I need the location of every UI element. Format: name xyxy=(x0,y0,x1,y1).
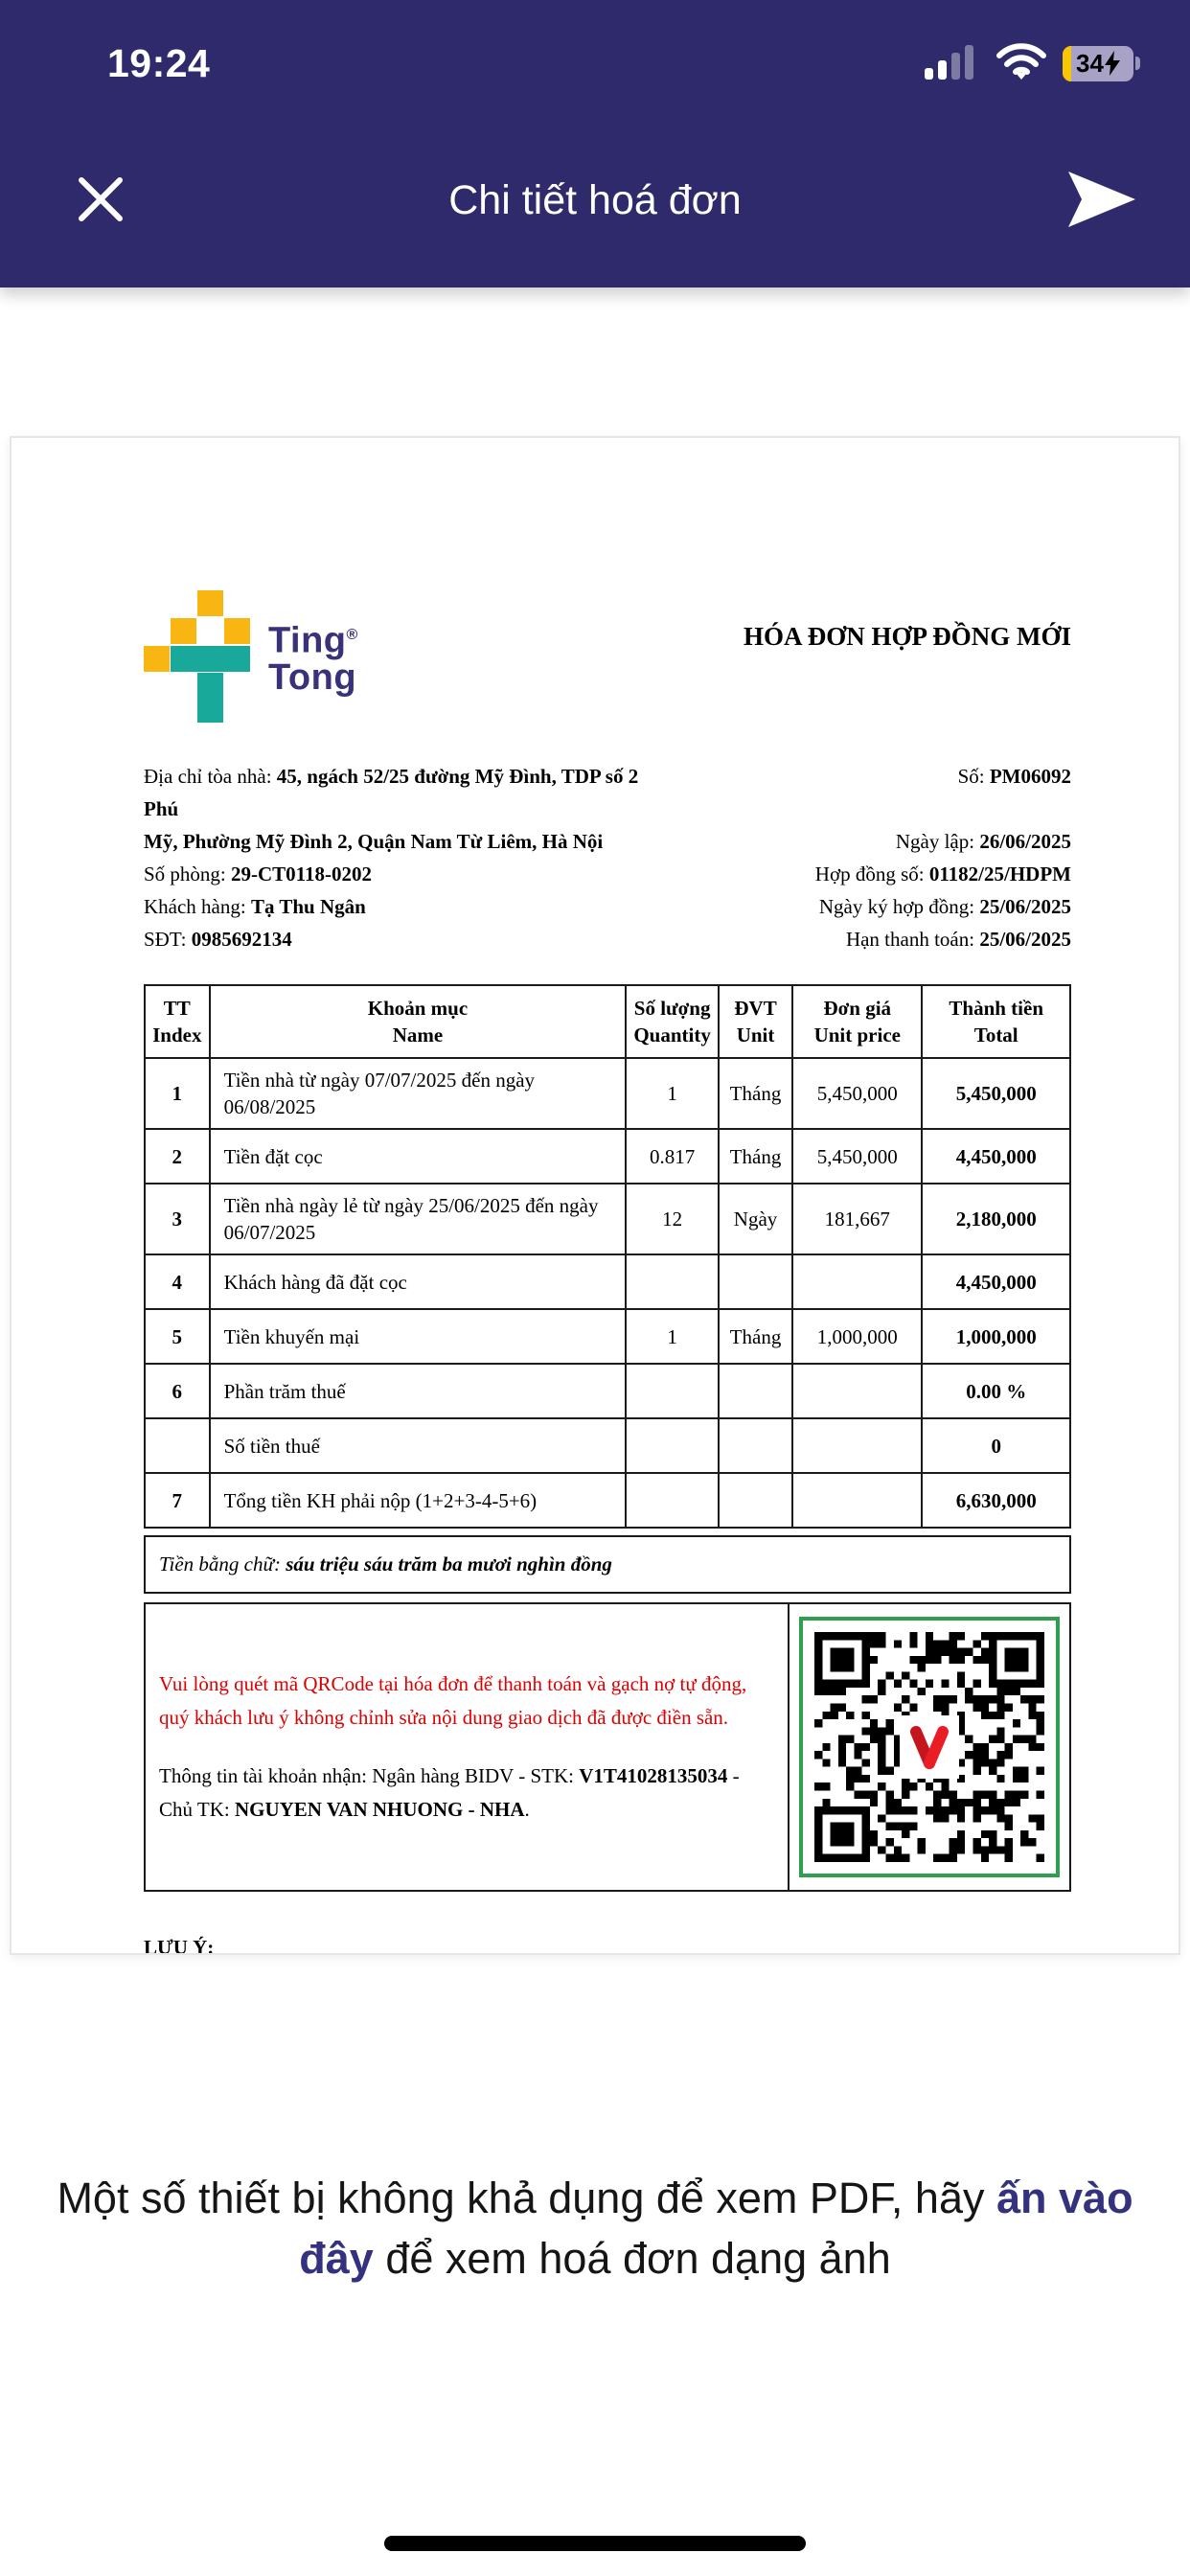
cell-price xyxy=(792,1364,922,1418)
cell-unit: Tháng xyxy=(719,1129,792,1184)
text-run: Một số thiết bị không khả dụng để xem PDF, hãy xyxy=(57,2174,996,2222)
signal-icon xyxy=(925,43,980,84)
vietqr-v-icon xyxy=(900,1715,959,1779)
home-indicator[interactable] xyxy=(384,2536,806,2551)
cell-name: Khách hàng đã đặt cọc xyxy=(210,1254,627,1309)
cell-total: 6,630,000 xyxy=(922,1473,1070,1528)
close-icon xyxy=(76,174,126,227)
text-run: Tạ Thu Ngân xyxy=(250,895,366,918)
cell-total: 4,450,000 xyxy=(922,1129,1070,1184)
text-run: để xem hoá đơn dạng ảnh xyxy=(373,2234,891,2283)
cell-total: 2,180,000 xyxy=(922,1184,1070,1254)
cell-idx: 7 xyxy=(145,1473,210,1528)
amount-in-words-value: sáu triệu sáu trăm ba mươi nghìn đồng xyxy=(286,1552,612,1576)
page-title: Chi tiết hoá đơn xyxy=(448,176,742,223)
text-run: Khách hàng: xyxy=(144,895,251,918)
view-image-link[interactable]: ấn vào đây xyxy=(299,2174,1133,2283)
text-run: Hạn thanh toán: xyxy=(845,928,980,951)
invoice-title: HÓA ĐƠN HỢP ĐỒNG MỚI xyxy=(743,622,1071,651)
table-row xyxy=(145,1473,1070,1528)
qr-instructions xyxy=(146,1604,790,1890)
cell-qty xyxy=(626,1473,719,1528)
cell-unit xyxy=(719,1254,792,1309)
text-run: . xyxy=(524,1798,530,1821)
table-row xyxy=(145,1418,1070,1473)
cell-qty xyxy=(626,1254,719,1309)
text-run: 45, ngách 52/25 đường Mỹ Đình, TDP số 2 Phú xyxy=(144,765,639,820)
info-row xyxy=(144,760,1071,825)
cell-qty: 12 xyxy=(626,1184,719,1254)
battery-icon xyxy=(1063,46,1140,81)
cell-unit: Tháng xyxy=(719,1309,792,1364)
text-run: 26/06/2025 xyxy=(979,830,1071,853)
cell-total: 0.00 % xyxy=(922,1364,1070,1418)
table-row xyxy=(145,1058,1070,1129)
text-run: V1T41028135034 xyxy=(579,1764,728,1787)
invoice-table xyxy=(144,984,1071,1529)
cell-name: Số tiền thuế xyxy=(210,1418,627,1473)
info-row xyxy=(144,825,1071,858)
cell-price: 1,000,000 xyxy=(792,1309,922,1364)
tingtong-wordmark: Ting® Tong xyxy=(268,620,358,698)
send-button[interactable] xyxy=(1064,167,1140,234)
column-header: ĐVT Unit xyxy=(719,985,792,1058)
cell-name: Tiền nhà ngày lẻ từ ngày 25/06/2025 đến ngày 06/07/2025 xyxy=(210,1184,627,1254)
text-run: Mỹ, Phường Mỹ Đình 2, Quận Nam Từ Liêm, Hà Nội xyxy=(144,830,604,853)
cell-idx: 5 xyxy=(145,1309,210,1364)
cell-unit: Tháng xyxy=(719,1058,792,1129)
cell-total: 5,450,000 xyxy=(922,1058,1070,1129)
amount-in-words-label: Tiền bằng chữ: xyxy=(159,1552,286,1576)
cell-price xyxy=(792,1254,922,1309)
cell-name: Phần trăm thuế xyxy=(210,1364,627,1418)
column-header: Khoản mục Name xyxy=(210,985,627,1058)
battery-cap xyxy=(1135,57,1140,70)
text-run: NGUYEN VAN NHUONG - NHA xyxy=(234,1798,525,1821)
cell-qty xyxy=(626,1418,719,1473)
cell-total: 4,450,000 xyxy=(922,1254,1070,1309)
column-header: Thành tiền Total xyxy=(922,985,1070,1058)
cell-qty xyxy=(626,1364,719,1418)
info-row xyxy=(144,890,1071,923)
charging-bolt-icon xyxy=(1105,51,1120,76)
text-run: Hợp đồng số: xyxy=(814,862,929,886)
wifi-icon xyxy=(995,42,1047,85)
cell-qty: 1 xyxy=(626,1058,719,1129)
send-icon xyxy=(1066,170,1137,232)
tingtong-logo xyxy=(144,589,358,724)
cell-name: Tiền khuyến mại xyxy=(210,1309,627,1364)
text-run: Số: xyxy=(957,765,990,788)
table-row xyxy=(145,1254,1070,1309)
amount-in-words xyxy=(144,1535,1071,1594)
qr-section xyxy=(144,1602,1071,1892)
cell-name: Tiền đặt cọc xyxy=(210,1129,627,1184)
tingtong-logo-mark xyxy=(144,590,251,723)
text-run: 01182/25/HDPM xyxy=(928,862,1071,886)
cell-name: Tiền nhà từ ngày 07/07/2025 đến ngày 06/08/2025 xyxy=(210,1058,627,1129)
cell-idx: 1 xyxy=(145,1058,210,1129)
header xyxy=(0,0,1190,288)
cell-idx: 4 xyxy=(145,1254,210,1309)
cell-total: 0 xyxy=(922,1418,1070,1473)
text-run: SĐT: xyxy=(144,928,192,951)
table-row xyxy=(145,1309,1070,1364)
status-bar xyxy=(0,0,1190,113)
notes-section xyxy=(144,1932,1071,1955)
cell-total: 1,000,000 xyxy=(922,1309,1070,1364)
column-header: Số lượng Quantity xyxy=(626,985,719,1058)
pdf-fallback-note xyxy=(0,2168,1190,2288)
text-run: Địa chỉ tòa nhà: xyxy=(144,765,277,788)
cell-idx xyxy=(145,1418,210,1473)
cell-price xyxy=(792,1418,922,1473)
cell-unit xyxy=(719,1364,792,1418)
doc-header xyxy=(144,589,1071,724)
cell-price: 5,450,000 xyxy=(792,1058,922,1129)
battery-level xyxy=(1063,46,1071,81)
cell-idx: 6 xyxy=(145,1364,210,1418)
status-time: 19:24 xyxy=(107,40,211,85)
cell-price: 5,450,000 xyxy=(792,1129,922,1184)
info-row xyxy=(144,858,1071,890)
cell-unit xyxy=(719,1418,792,1473)
battery-percent: 34 xyxy=(1076,48,1104,78)
text-run: 25/06/2025 xyxy=(979,928,1071,951)
table-row xyxy=(145,1184,1070,1254)
status-icons xyxy=(925,42,1140,85)
text-run: Thông tin tài khoản nhận: Ngân hàng BIDV - STK: xyxy=(159,1764,580,1787)
cell-name: Tổng tiền KH phải nộp (1+2+3-4-5+6) xyxy=(210,1473,627,1528)
column-header: Đơn giá Unit price xyxy=(792,985,922,1058)
invoice-info xyxy=(144,760,1071,955)
invoice-viewer xyxy=(0,288,1190,1955)
qr-warning-text: Vui lòng quét mã QRCode tại hóa đơn để thanh toán và gạch nợ tự động, quý khách lưu ý không chỉnh sửa nội dung giao dịch đã được điền sẵn. xyxy=(159,1672,747,1729)
table-row xyxy=(145,1364,1070,1418)
cell-qty: 1 xyxy=(626,1309,719,1364)
account-info-text xyxy=(159,1760,765,1827)
cell-qty: 0.817 xyxy=(626,1129,719,1184)
cell-unit: Ngày xyxy=(719,1184,792,1254)
table-row xyxy=(145,1129,1070,1184)
column-header: TT Index xyxy=(145,985,210,1058)
invoice-document xyxy=(10,436,1180,1955)
text-run: 29-CT0118-0202 xyxy=(231,862,373,886)
notes-heading: LƯU Ý: xyxy=(144,1936,215,1955)
text-run: Ngày lập: xyxy=(895,830,980,853)
text-run: 0985692134 xyxy=(191,928,292,951)
text-run: Số phòng: xyxy=(144,862,232,886)
cell-price: 181,667 xyxy=(792,1184,922,1254)
cell-unit xyxy=(719,1473,792,1528)
close-button[interactable] xyxy=(67,167,134,234)
qr-code-cell xyxy=(790,1604,1069,1890)
cell-price xyxy=(792,1473,922,1528)
text-run: - Chủ TK: xyxy=(159,1764,740,1821)
cell-idx: 3 xyxy=(145,1184,210,1254)
text-run: 25/06/2025 xyxy=(979,895,1071,918)
cell-idx: 2 xyxy=(145,1129,210,1184)
qr-code xyxy=(799,1617,1060,1877)
nav-bar xyxy=(0,113,1190,288)
text-run: Ngày ký hợp đồng: xyxy=(818,895,980,918)
info-row xyxy=(144,923,1071,955)
text-run: PM06092 xyxy=(989,765,1071,788)
